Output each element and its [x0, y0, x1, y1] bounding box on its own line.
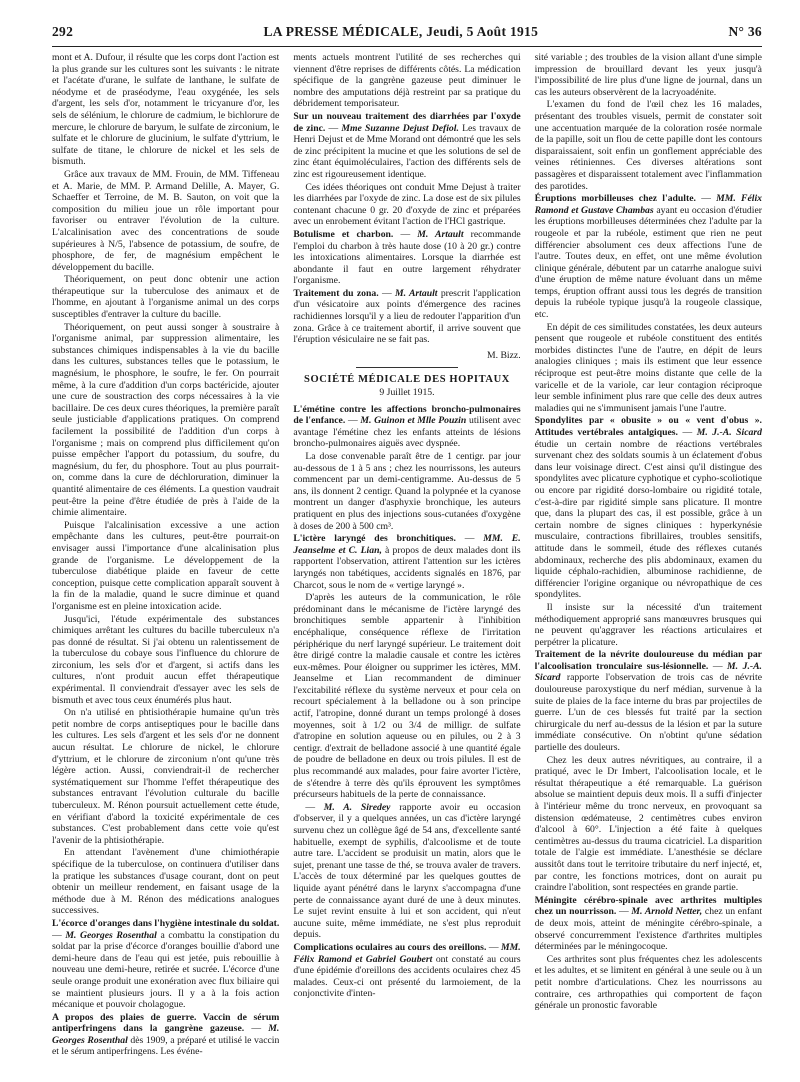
article-title: L'écorce d'oranges dans l'hygiène intestinale du soldat.: [52, 917, 280, 929]
article-paragraph: — M. A. Siredey rapporte avoir eu occasion d'observer, il y a quelques années, un cas d'ictère laryngé survenu chez un collègue âgé de 54 ans, d'excellente santé habituelle, exempt de syphilis, d'alcoolisme et de toute autre tare. L'accident se produisit un matin, alors que le sujet, prenant une tasse de thé, se trouva avaler de travers. L'accès de toux déterminé par les quelques gouttes de liquide ayant pénétré dans le larynx s'accompagna d'une perte de connaissance ayant duré de une à deux minutes. Le sujet revint ensuite à lui et son accident, qui n'eut aucune suite, même immédiate, ne s'est plus reproduit depuis.: [293, 801, 521, 941]
section-divider: [356, 367, 458, 368]
body-paragraph: mont et A. Dufour, il résulte que les corps dont l'action est la plus grande sur les cultures sont les suivants : le nitrate et l'acétate d'urane, le sulfate de lanthane, le sulfate de néodyme et de praséodyme, l'eau oxygénée, les sels d'argent, les sels d'or, notamment le tricyanure d'or, les sels de sélénium, le chlorure de cadmium, le bichlorure de mercure, le chlorure de baryum, le sulfate de zirconium, le sulfate et le chlorure de glucinium, le sulfate d'yttrium, le sulfate de titane, le chlorure de nickel et les sels de bismuth.: [52, 52, 280, 168]
body-paragraph: En attendant l'avènement d'une chimiothérapie spécifique de la tuberculose, on continuera d'utiliser dans la pratique les substances d'usage courant, dont on peut obtenir un meilleur rendement, en faisant usage de la méthode due à M. Rénon des médications analogues successives.: [52, 847, 280, 917]
article-author: M. Georges Rosenthal: [52, 1023, 280, 1046]
article-paragraph: Botulisme et charbon. — M. Artault recommande l'emploi du charbon à très haute dose (10 à 20 gr.) contre les intoxications alimentaires. Lorsque la diarrhée est abondante il faut en outre largement réhydrater l'organisme.: [293, 228, 521, 287]
issue-number: N° 36: [728, 24, 762, 39]
article-title: Sur un nouveau traitement des diarrhées par l'oxyde de zinc.: [293, 110, 521, 134]
article-body: ayant eu occasion d'étudier les éruptions morbilleuses déterminées chez l'adulte par la rougeole et par la rubéole, estiment que rien ne peut différencier absolument ces deux affections l'une de l'autre. Toutes deux, en effet, ont une même évolution clinique générale, débutent par un catarrhe analogue suivi d'une éruption de même nature évoluant dans un même temps, éruption offrant aussi tous les degrés de transition depuis la rubéole typique jusqu'à la rougeole classique, etc.: [534, 204, 762, 321]
article-paragraph: Ces idées théoriques ont conduit Mme Dejust à traiter les diarrhées par l'oxyde de zinc. La dose est de six pilules contenant chacune 0 gr. 20 d'oxyde de zinc et préparées avec un enrobement évitant l'action de l'HCl gastrique.: [293, 181, 521, 228]
article-author: M. Guinon et Mlle Pouzin: [360, 415, 467, 427]
body-paragraph: sité variable ; des troubles de la vision allant d'une simple impression de brouillard devant les yeux jusqu'à l'impossibilité de lire plus d'une ligne de journal, dans un cas les auteurs observèrent de la lacryoadénite.: [534, 52, 762, 98]
body-paragraph: Puisque l'alcalinisation excessive a une action empêchante dans les cultures, peut-être pourrait-on envisager aussi l'importance d'une alcalinisation plus grande de l'organisme. Le développement de la tuberculose diabétique plaide en faveur de cette conception, puisque cette complication apparaît souvent à la fin de la maladie, quand le sucre diminue et quand l'organisme est en pleine intoxication acide.: [52, 519, 280, 612]
article-author: M. Artault: [394, 287, 438, 299]
article-body: recommande l'emploi du charbon à très haute dose (10 à 20 gr.) contre les intoxications alimentaires. Lorsque la diarrhée est abondante il faut en outre largement réhydrater l'organisme.: [293, 228, 521, 287]
article-paragraph: Traitement du zona. — M. Artault prescrit l'application d'un vésicatoire aux points d'émergence des racines rachidiennes lorsqu'il y a lieu de redouter l'apparition d'un zona. Grâce à ce traitement abortif, il arrive souvent que l'éruption vésiculaire ne se fait pas.: [293, 287, 521, 346]
article-paragraph: Sur un nouveau traitement des diarrhées par l'oxyde de zinc. — Mme Suzanne Dejust Defiol. Les travaux de Henri Dejust et de Mme Morand ont démontré que les sels de zinc précipitent la mucine et que les solutions de sel de zinc étant équimoléculaires, l'action des différents sels de zinc est rigoureusement identique.: [293, 110, 521, 180]
body-paragraph: Grâce aux travaux de MM. Frouin, de MM. Tiffeneau et A. Marie, de MM. P. Armand Delille, A. Mayer, G. Schaeffer et Terroine, de M. B. Sauton, on voit que la composition du milieu joue un rôle important pour favoriser ou entraver l'évolution de la culture. L'alcalinisation avec des concentrations de soude supérieures à N/5, l'absence de potassium, de soufre, de phosphore, de fer, de magnésium empêchent le développement du bacille.: [52, 168, 280, 273]
article-author: MM. Félix Ramond et Gabriel Goubert: [293, 941, 521, 965]
article-title: Traitement du zona.: [293, 287, 379, 299]
article-paragraph: Méningite cérébro-spinale avec arthrites multiples chez un nourrisson. — M. Arnold Netter, chez un enfant de deux mois, atteint de méningite cérébro-spinale, a observé concurremment l'existence d'arthrites multiples déterminées par le méningocoque.: [534, 894, 762, 953]
article-columns: [52, 52, 762, 1070]
body-paragraph: L'examen du fond de l'œil chez les 16 malades, présentant des troubles visuels, permit de constater soit une accentuation marquée de la coloration rosée normale de la papille, soit un flou de cette papille dont les contours disparaissaient, soit enfin un gonflement appréciable des veines rétiniennes. Ces diverses altérations sont passagères et disparaissent totalement avec l'inflammation des parotides.: [534, 99, 762, 192]
article-body: à propos de deux malades dont ils rapportent l'observation, attirent l'attention sur les ictères laryngés non tabétiques, accidents signalés en 1876, par Charcot, sous le nom de « vertige laryngé ».: [293, 544, 521, 591]
body-paragraph: Théoriquement, on peut aussi songer à soustraire à l'organisme animal, par suppression alimentaire, les substances chimiques indispensables à la vie du bacille dans les cultures, substances telles que le potassium, le magnésium, le phosphore, le soufre, le fer. On pourrait même, à la cure d'addition d'un corps bactéricide, ajouter une cure de soustraction des corps nécessaires à la vie bacillaire. De ces deux cures théoriques, la première paraît seule justiciable d'applications pratiques. On comprend facilement la possibilité de l'addition d'un corps à l'organisme ; mais on comprend plus difficilement qu'on puisse empêcher l'apport du potassium, du soufre, du magnésium, du fer, du phosphore. Tout au plus pourrait-on, comme dans la cure de déchloruration, diminuer la quantité alimentaire de ces éléments. La question vaudrait peut-être la peine d'être étudiée de près à l'aide de la chimie alimentaire.: [52, 321, 280, 519]
article-body: rapporte avoir eu occasion d'observer, il y a quelques années, un cas d'ictère laryngé survenu chez un collègue âgé de 54 ans, d'excellente santé habituelle, exempt de syphilis, d'alcoolisme et de toute autre tare. L'accident se produisit un matin, alors que le sujet, prenant une tasse de thé, se trouva avaler de travers. L'accès de toux déterminé par les quelques gouttes de liquide ayant pénétré dans le larynx s'accompagna d'une perte de connaissance ayant duré de une à deux minutes. Le sujet revint ensuite à lui et son accident, qui n'eut aucune suite, même immédiate, ne s'est plus reproduit depuis.: [293, 801, 521, 941]
article-body: ont constaté au cours d'une épidémie d'oreillons des accidents oculaires chez 45 malades. Ceux-ci ont présenté du larmoiement, de la conjonctivite d'inten-: [293, 953, 521, 1000]
article-paragraph: Traitement de la névrite douloureuse du médian par l'alcoolisation tronculaire sus-lésionnelle. — M. J.-A. Sicard rapporte l'observation de trois cas de névrite douloureuse paroxystique du nerf médian, survenue à la suite de plaies de la face interne du bras par projectiles de guerre. L'un de ces blessés fut traité par la section chirurgicale du nerf au-dessus de la lésion et par la suture immédiate consécutive. On n'obtint qu'une sédation partielle des douleurs.: [534, 649, 762, 754]
page-header: [52, 24, 762, 47]
article-author: MM. E. Jeanselme et C. Lian,: [293, 533, 521, 556]
article-paragraph: Il insiste sur la nécessité d'un traitement méthodiquement approprié sans manœuvres brusques qui ne peuvent qu'aggraver les réactions articulaires et perpétrer la plicature.: [534, 601, 762, 648]
article-paragraph: La dose convenable paraît être de 1 centigr. par jour au-dessous de 1 à 5 ans ; chez les nourrissons, les auteurs commencent par un demi-centigramme. Au-dessus de 5 ans, ils donnent 2 centigr. Quand la polypnée et la cyanose montrent un danger d'asphyxie bronchique, les auteurs pratiquent en plus des injections sous-cutanées d'oxygène à doses de 200 à 500 cm³.: [293, 451, 521, 532]
article-title: Spondylites par « obusite » ou « vent d'obus ». Attitudes vertébrales antalgiques.: [534, 415, 762, 438]
article-author: M. Arnold Netter,: [631, 906, 703, 918]
signature: M. Bizz.: [487, 349, 521, 361]
article-paragraph: D'après les auteurs de la communication, le rôle prédominant dans le mécanisme de l'ictère laryngé des bronchitiques semble appartenir à l'inhibition encéphalique, conséquence réflexe de l'irritation périphérique du nerf laryngé supérieur. Le traitement doit être dirigé contre la maladie causale et contre les ictères eux-mêmes. Pour éloigner ou supprimer les ictères, MM. Jeanselme et Lian recommandent de diminuer l'excitabilité réflexe du système nerveux et pour cela on recourt spécialement à la belladone ou à son principe actif, l'atropine, donné durant un temps prolongé à doses moyennes, soit à 1/2 ou 3/4 de milligr. de sulfate d'atropine en solution aqueuse ou en pilules, ou 2 à 3 centigr. d'extrait de belladone associé à une quantité égale de poudre de belladone en deux ou trois pilules. Il est de plus recommandé aux malades, pour faire avorter l'ictère, de s'étendre à terre dès qu'ils éprouvent les symptômes précurseurs habituels de la perte de connaissance.: [293, 592, 521, 801]
article-title: L'émétine contre les affections broncho-pulmonaires de l'enfance.: [293, 403, 521, 427]
article-body: rapporte l'observation de trois cas de névrite douloureuse paroxystique du nerf médian, survenue à la suite de plaies de la face interne du bras par projectiles de guerre. L'un de ces blessés fut traité par la section chirurgicale du nerf au-dessus de la lésion et par la suture immédiate consécutive. On n'obtint qu'une sédation partielle des douleurs.: [534, 672, 762, 754]
article-author: Mme Suzanne Dejust Defiol.: [341, 122, 459, 134]
article-paragraph: Ces arthrites sont plus fréquentes chez les adolescents et les adultes, et se limitent en général à une seule ou à un petit nombre d'articulations. Chez les nourrissons au contraire, ces arthropathies qui comportent de façon générale un pronostic favorable: [534, 953, 762, 1012]
body-paragraph: ments actuels montrent l'utilité de ses recherches qui viennent d'être reprises de différents côtés. La médication spécifique de la gangrène gazeuse peut diminuer le nombre des amputations déjà restreint par sa pratique du débridement temporisateur.: [293, 52, 521, 110]
article-body: Les travaux de Henri Dejust et de Mme Morand ont démontré que les sels de zinc précipitent la mucine et que les solutions de sel de zinc étant équimoléculaires, l'action des différents sels de zinc est rigoureusement identique.: [293, 122, 521, 180]
article-body: chez un enfant de deux mois, atteint de méningite cérébro-spinale, a observé concurremment l'existence d'arthrites multiples déterminées par le méningocoque.: [534, 906, 762, 953]
article-title: Complications oculaires au cours des oreillons.: [293, 941, 487, 953]
body-paragraph: Théoriquement, on peut donc obtenir une action thérapeutique sur la tuberculose des animaux et de l'homme, en ajoutant à l'organisme animal un des corps susceptibles d'entraver la culture du bacille.: [52, 274, 280, 321]
article-body: a combattu la constipation du soldat par la prise d'écorce d'oranges bouillie d'abord une demi-heure dans de l'eau qui est jetée, puis rebouillie à nouveau une demi-heure, retirée et sucrée. L'écorce d'une seule orange produit une exonération avec flux biliaire qui se maintient plusieurs jours. Il y a à la fois action mécanique et pouvoir cholagogue.: [52, 929, 280, 1011]
article-title: Méningite cérébro-spinale avec arthrites multiples chez un nourrisson.: [534, 894, 762, 918]
article-title: Botulisme et charbon.: [293, 228, 394, 240]
article-author: M. A. Siredey: [323, 801, 391, 813]
body-paragraph: Jusqu'ici, l'étude expérimentale des substances chimiques arrêtant les cultures du bacille tuberculeux n'a pas donné de résultat. Si j'ai obtenu un ralentissement de la tuberculose du cobaye sous l'influence du chlorure de zirconium, les sels d'or et d'argent, si actifs dans les cultures, n'ont produit aucun effet thérapeutique expérimental. Il conviendrait d'essayer avec les sels de bismuth et avec tous ceux énumérés plus haut.: [52, 613, 280, 706]
article-paragraph: L'ictère laryngé des bronchitiques. — MM. E. Jeanselme et C. Lian, à propos de deux malades dont ils rapportent l'observation, attirent l'attention sur les ictères laryngés non tabétiques, accidents signalés en 1876, par Charcot, sous le nom de « vertige laryngé ».: [293, 533, 521, 591]
article-paragraph: Complications oculaires au cours des oreillons. — MM. Félix Ramond et Gabriel Goubert ont constaté au cours d'une épidémie d'oreillons des accidents oculaires chez 45 malades. Ceux-ci ont présenté du larmoiement, de la conjonctivite d'inten-: [293, 941, 521, 1000]
article-title: Traitement de la névrite douloureuse du médian par l'alcoolisation tronculaire sus-lésionnelle.: [534, 649, 762, 672]
article-body: étudie un certain nombre de réactions vertébrales survenant chez des soldats soumis à un éclatement d'obus dans leur voisinage direct. C'est ainsi qu'il distingue des spondylites avec plicature cyphotique et cypho-scoliotique ou encore par rigidité dorso-lombaire ou rigidité totale, c'est-à-dire par rigidité simple sans plicature. Il montre que, dans la plupart des cas, il est possible, grâce à un certain nombre de signes cliniques : hyperkynésie musculaire, contractions fibrillaires, troubles sensitifs, attitude dans le sommeil, étude des réflexes cutanés abdominaux, recherche des plis abdominaux, examen du liquide céphalo-rachidien, albuminose rachidienne, de différencier l'origine organique ou névropathique de ces spondylites.: [534, 438, 762, 601]
article-author: M. Artault: [417, 228, 464, 240]
section-heading: SOCIÉTÉ MÉDICALE DES HOPITAUX: [304, 374, 510, 386]
body-paragraph: On n'a utilisé en phtisiothérapie humaine qu'un très petit nombre de corps antiseptiques pour le bacille dans les cultures. Les sels d'argent et les sels d'or ne donnent aucun résultat. Le chlorure de nickel, le chlorure d'yttrium, et le chlorure de zirconium n'ont qu'une très légère action. Aussi, conviendrait-il de rechercher systématiquement sur l'homme l'effet thérapeutique des substances entravant l'évolution culturale du bacille tuberculeux. M. Rénon poursuit actuellement cette étude, en vérifiant d'abord la toxicité expérimentale de ces substances. C'est probablement dans cette voie qu'est l'avenir de la phtisiothérapie.: [52, 707, 280, 846]
article-body: dès 1909, a préparé et utilisé le vaccin et le sérum antiperfringens. Les événe-: [52, 1034, 280, 1058]
article-title: A propos des plaies de guerre. Vaccin de sérum antiperfringens dans la gangrène gazeuse.: [52, 1011, 280, 1035]
article-paragraph: En dépit de ces similitudes constatées, les deux auteurs pensent que rougeole et rubéole constituent des entités morbides distinctes l'une de l'autre, en dépit de leurs analogies cliniques ; mais ils estiment que leur essence réciproque est peut-être moins distante que celle de la varicelle et de la variole, car leur contagion réciproque leur semble infiniment plus rare que celle des deux autres maladies qui ne s'immunisent jamais l'une l'autre.: [534, 321, 762, 414]
column-1: [52, 52, 279, 1070]
column-3: [535, 52, 762, 1070]
article-title: Éruptions morbilleuses chez l'adulte.: [534, 193, 696, 205]
article-paragraph: Éruptions morbilleuses chez l'adulte. — MM. Félix Ramond et Gustave Chambas ayant eu occasion d'étudier les éruptions morbilleuses déterminées chez l'adulte par la rougeole et par la rubéole, estiment que rien ne peut différencier absolument ces deux affections l'une de l'autre. Toutes deux, en effet, ont une même évolution clinique générale, débutent par un catarrhe analogue suivi d'une éruption de même nature évoluant dans un même temps, éruption offrant aussi tous les degrés de transition depuis la rubéole typique jusqu'à la rougeole classique, etc.: [534, 193, 762, 321]
page-number: 292: [52, 24, 74, 39]
article-body: utilisent avec avantage l'émétine chez les enfants atteints de lésions broncho-pulmonaires aiguës avec dyspnée.: [293, 415, 521, 450]
article-paragraph: L'écorce d'oranges dans l'hygiène intestinale du soldat. — M. Georges Rosenthal a combattu la constipation du soldat par la prise d'écorce d'oranges bouillie d'abord une demi-heure dans de l'eau qui est jetée, puis rebouillie à nouveau une demi-heure, retirée et sucrée. L'écorce d'une seule orange produit une exonération avec flux biliaire qui se maintient plusieurs jours. Il y a à la fois action mécanique et pouvoir cholagogue.: [52, 917, 280, 1011]
article-body: prescrit l'application d'un vésicatoire aux points d'émergence des racines rachidiennes lorsqu'il y a lieu de redouter l'apparition d'un zona. Grâce à ce traitement abortif, il arrive souvent que l'éruption vésiculaire ne se fait pas.: [293, 287, 521, 346]
article-author: MM. Félix Ramond et Gustave Chambas: [534, 193, 762, 216]
article-author: M. Georges Rosenthal: [65, 929, 157, 941]
article-author: M. J.-A. Sicard: [696, 427, 762, 438]
session-date: 9 Juillet 1915.: [379, 387, 435, 399]
article-title: L'ictère laryngé des bronchitiques.: [293, 533, 456, 545]
column-2: [293, 52, 520, 1070]
article-author: M. J.-A. Sicard: [534, 660, 762, 684]
article-paragraph: L'émétine contre les affections broncho-pulmonaires de l'enfance. — M. Guinon et Mlle Pouzin utilisent avec avantage l'émétine chez les enfants atteints de lésions broncho-pulmonaires aiguës avec dyspnée.: [293, 403, 521, 450]
article-paragraph: Spondylites par « obusite » ou « vent d'obus ». Attitudes vertébrales antalgiques. — M. J.-A. Sicard étudie un certain nombre de réactions vertébrales survenant chez des soldats soumis à un éclatement d'obus dans leur voisinage direct. C'est ainsi qu'il distingue des spondylites avec plicature cyphotique et cypho-scoliotique ou encore par rigidité dorso-lombaire ou rigidité totale, c'est-à-dire par rigidité simple sans plicature. Il montre que, dans la plupart des cas, il est possible, grâce à un certain nombre de signes cliniques : hyperkynésie musculaire, contractions fibrillaires, troubles sensitifs, attitude dans le sommeil, étude des réflexes cutanés abdominaux, recherche des plis abdominaux, examen du liquide céphalo-rachidien, albuminose rachidienne, de différencier l'origine organique ou névropathique de ces spondylites.: [534, 415, 762, 601]
article-paragraph: Chez les deux autres névritiques, au contraire, il a pratiqué, avec le Dr Imbert, l'alcoolisation locale, et le résultat thérapeutique a été remarquable. La guérison absolue se maintient depuis deux mois. Il a suffi d'injecter à l'intérieur même du tronc nerveux, en provoquant sa distension œdémateuse, 2 centimètres cubes environ d'alcool à 60°. L'injection a été faite à quelques centimètres au-dessus du trauma cicatriciel. La disparition totale de l'algie est immédiate. L'anesthésie se déclare aussitôt dans tout le territoire tributaire du nerf injecté, et, par contre, les fonctions motrices, dont on aurait pu craindre l'abolition, sont respectées en grande partie.: [534, 754, 762, 894]
journal-title: LA PRESSE MÉDICALE, Jeudi, 5 Août 1915: [263, 24, 539, 39]
article-paragraph: A propos des plaies de guerre. Vaccin de sérum antiperfringens dans la gangrène gazeuse. — M. Georges Rosenthal dès 1909, a préparé et utilisé le vaccin et le sérum antiperfringens. Les événe-: [52, 1011, 280, 1058]
